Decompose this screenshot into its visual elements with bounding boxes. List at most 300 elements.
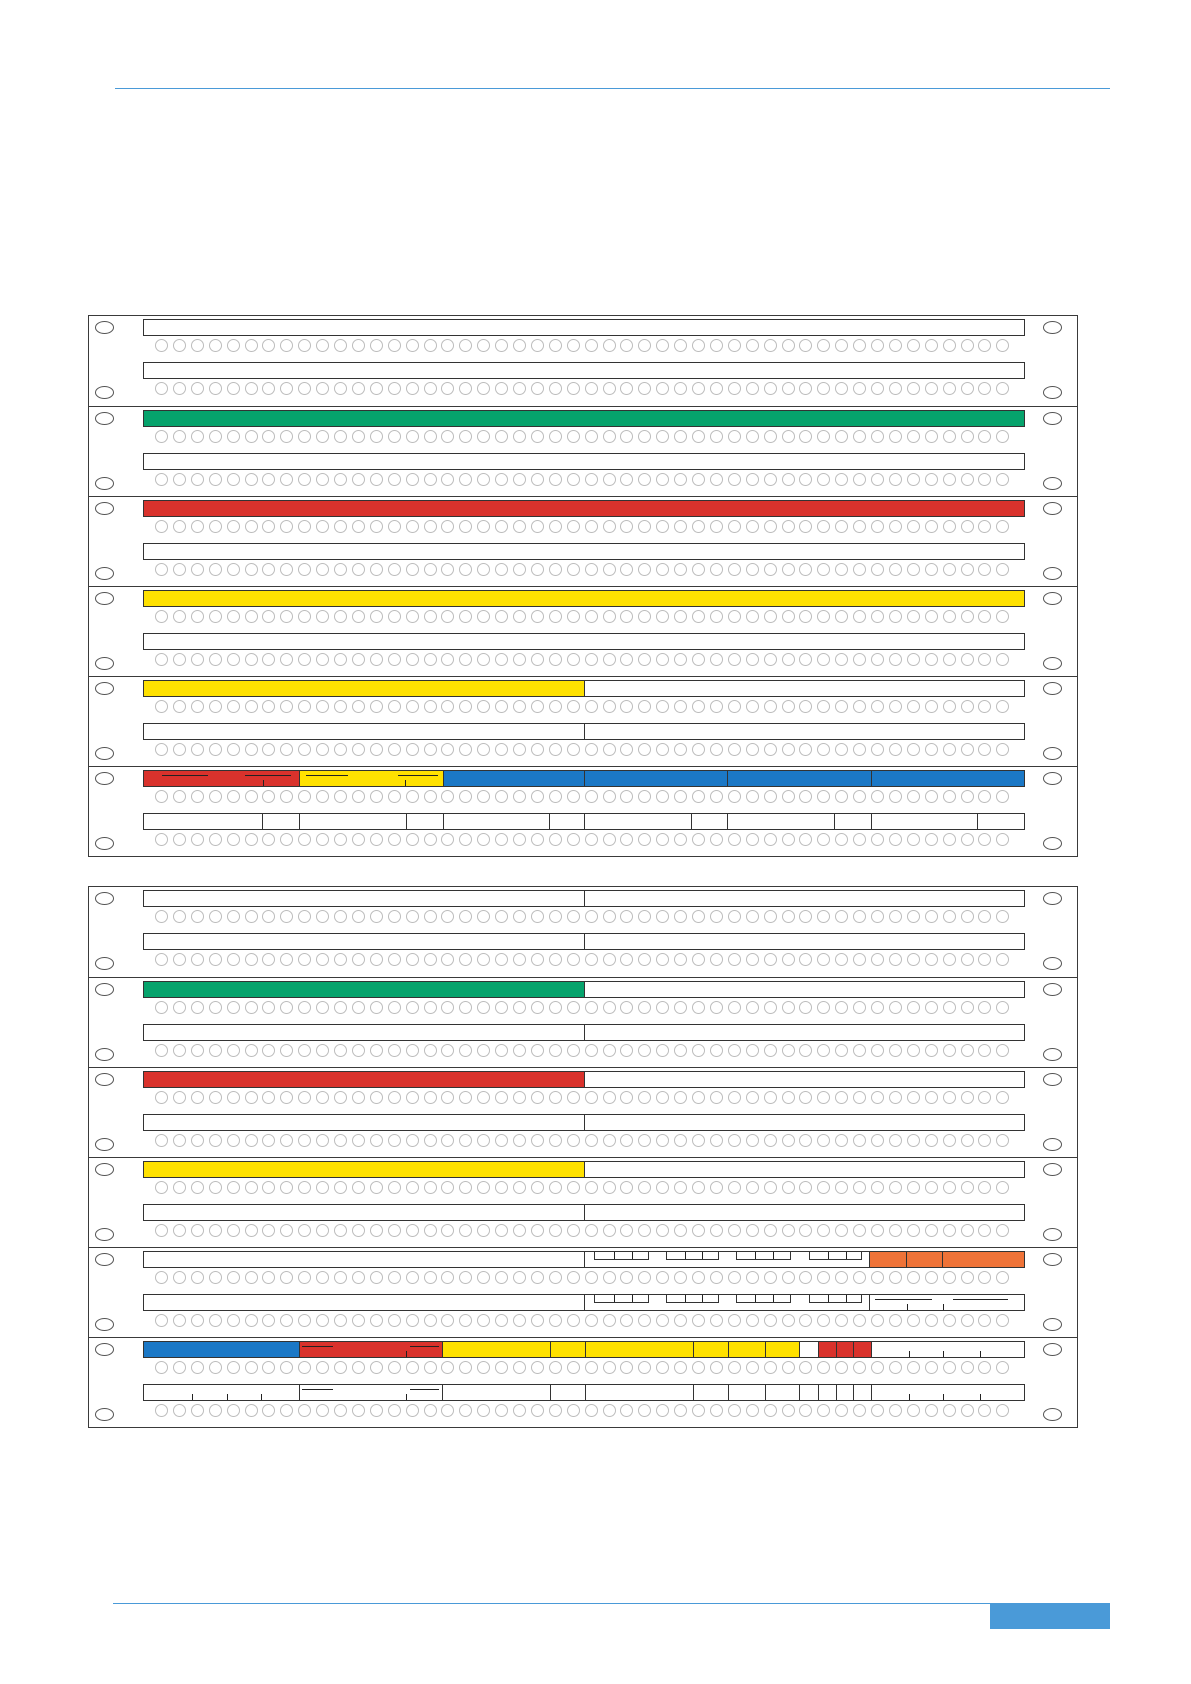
jack-socket: [728, 790, 741, 803]
jack-socket: [531, 1314, 544, 1327]
jack-socket: [406, 339, 419, 352]
jack-socket: [996, 1001, 1009, 1014]
jack-socket: [656, 339, 669, 352]
jack-socket: [620, 743, 633, 756]
jack-socket: [943, 382, 956, 395]
jack-socket: [835, 1314, 848, 1327]
jack-socket: [316, 833, 329, 846]
jack-socket: [245, 653, 258, 666]
jack-socket: [567, 700, 580, 713]
jack-socket: [996, 610, 1009, 623]
jack-socket: [352, 833, 365, 846]
jack-socket: [961, 653, 974, 666]
jack-socket: [728, 1314, 741, 1327]
jack-socket: [549, 339, 562, 352]
jack-socket: [262, 1314, 275, 1327]
jack-socket: [173, 743, 186, 756]
jack-socket: [603, 610, 616, 623]
jack-socket: [459, 953, 472, 966]
jack-socket: [370, 382, 383, 395]
jack-socket: [746, 910, 759, 923]
jack-socket: [585, 473, 598, 486]
jack-socket: [531, 610, 544, 623]
jack-socket: [280, 700, 293, 713]
jack-socket: [424, 520, 437, 533]
mounting-hole-icon: [1043, 1408, 1062, 1421]
mounting-hole-icon: [95, 412, 114, 425]
jack-socket: [996, 1044, 1009, 1057]
jack-socket: [835, 833, 848, 846]
jack-socket: [746, 1314, 759, 1327]
jack-socket: [782, 953, 795, 966]
jack-socket: [334, 743, 347, 756]
jack-socket: [585, 1361, 598, 1374]
jack-socket: [441, 563, 454, 576]
jack-socket: [853, 700, 866, 713]
jack-socket: [280, 1361, 293, 1374]
jack-socket: [245, 382, 258, 395]
jack-socket: [459, 833, 472, 846]
jack-socket: [764, 382, 777, 395]
jack-socket: [549, 520, 562, 533]
jack-socket: [316, 339, 329, 352]
jack-socket: [459, 563, 472, 576]
jack-socket: [620, 1044, 633, 1057]
jack-socket: [441, 1404, 454, 1417]
mounting-hole-icon: [95, 1318, 114, 1331]
jack-socket: [531, 430, 544, 443]
jack-socket: [459, 1181, 472, 1194]
label-segment: [800, 1385, 818, 1400]
jack-socket: [334, 1224, 347, 1237]
jack-socket: [746, 1271, 759, 1284]
jack-socket: [513, 910, 526, 923]
jack-socket: [889, 610, 902, 623]
jack-socket: [692, 1134, 705, 1147]
jack-socket: [155, 953, 168, 966]
jack-socket: [692, 953, 705, 966]
jack-socket: [513, 790, 526, 803]
jack-socket: [406, 700, 419, 713]
jack-socket: [889, 743, 902, 756]
divider-tick: [227, 1394, 228, 1400]
label-segment: [300, 771, 443, 786]
jack-socket: [728, 1134, 741, 1147]
jack-socket: [477, 473, 490, 486]
jack-socket: [764, 1361, 777, 1374]
jack-socket: [209, 1091, 222, 1104]
label-segment: [835, 814, 872, 829]
jack-socket: [441, 430, 454, 443]
jack-socket: [674, 910, 687, 923]
jack-socket: [692, 1001, 705, 1014]
jack-socket: [799, 1091, 812, 1104]
jack-socket: [388, 1314, 401, 1327]
jack-socket: [871, 1091, 884, 1104]
divider-tick: [685, 1295, 686, 1302]
jack-socket: [424, 1224, 437, 1237]
jack-socket: [334, 610, 347, 623]
jack-socket: [477, 1271, 490, 1284]
jack-socket: [746, 790, 759, 803]
upper-label-strip: [143, 890, 1025, 907]
jack-socket: [513, 1044, 526, 1057]
jack-socket: [280, 833, 293, 846]
jack-socket: [871, 520, 884, 533]
jack-socket: [280, 1134, 293, 1147]
jack-socket: [477, 1001, 490, 1014]
jack-socket: [638, 1224, 651, 1237]
jack-socket: [370, 743, 383, 756]
jack-socket: [370, 1001, 383, 1014]
label-segment: [872, 771, 1025, 786]
label-segment: [300, 1385, 443, 1400]
mounting-hole-icon: [95, 682, 114, 695]
jack-socket: [280, 339, 293, 352]
jack-socket: [889, 430, 902, 443]
jack-socket: [853, 653, 866, 666]
jack-socket: [585, 382, 598, 395]
jack-socket: [406, 1361, 419, 1374]
jack-socket: [441, 790, 454, 803]
jack-socket: [692, 1181, 705, 1194]
jack-socket: [889, 339, 902, 352]
jack-socket: [245, 1091, 258, 1104]
jack-socket: [495, 430, 508, 443]
label-segment: [144, 501, 1025, 516]
jack-socket: [173, 1044, 186, 1057]
jack-socket: [603, 1044, 616, 1057]
jack-socket: [620, 1181, 633, 1194]
jack-socket: [782, 833, 795, 846]
label-segment: [728, 771, 871, 786]
jack-socket: [603, 1134, 616, 1147]
label-segment: [694, 1385, 729, 1400]
jack-socket: [692, 430, 705, 443]
jack-socket: [799, 1361, 812, 1374]
jack-socket: [513, 1314, 526, 1327]
jack-socket: [710, 430, 723, 443]
jack-socket: [978, 1091, 991, 1104]
jack-socket: [155, 1181, 168, 1194]
jack-socket: [692, 610, 705, 623]
jack-socket: [262, 430, 275, 443]
jack-socket: [227, 1224, 240, 1237]
jack-socket: [459, 700, 472, 713]
jack-socket: [406, 610, 419, 623]
jack-socket: [674, 1044, 687, 1057]
jack-socket: [495, 473, 508, 486]
jack-socket: [209, 563, 222, 576]
jack-socket: [531, 653, 544, 666]
jack-socket: [298, 790, 311, 803]
lower-label-strip: [143, 933, 1025, 950]
jack-socket: [710, 1091, 723, 1104]
jack-socket: [710, 953, 723, 966]
jack-socket: [961, 1134, 974, 1147]
jack-socket: [227, 1181, 240, 1194]
jack-socket: [209, 1404, 222, 1417]
jack-socket: [656, 910, 669, 923]
jack-socket: [978, 1224, 991, 1237]
jack-socket: [352, 1001, 365, 1014]
divider-tick: [909, 1351, 910, 1357]
jack-socket: [656, 700, 669, 713]
jack-socket: [728, 610, 741, 623]
jack-socket: [710, 610, 723, 623]
jack-socket: [406, 953, 419, 966]
jack-socket: [728, 910, 741, 923]
jack-socket: [835, 653, 848, 666]
jack-socket: [925, 1181, 938, 1194]
jack-socket: [155, 743, 168, 756]
jack-socket: [567, 743, 580, 756]
jack-socket: [334, 520, 347, 533]
jack-socket: [567, 1001, 580, 1014]
jack-socket: [996, 790, 1009, 803]
jack-socket: [316, 610, 329, 623]
divider-tick: [980, 1351, 981, 1357]
underline-mark: [245, 775, 291, 776]
lower-label-strip: [143, 813, 1025, 830]
jack-socket: [746, 743, 759, 756]
jack-socket: [996, 1224, 1009, 1237]
jack-socket: [173, 953, 186, 966]
jack-socket: [925, 790, 938, 803]
header-rule: [115, 88, 1110, 89]
jack-socket: [835, 790, 848, 803]
jack-socket: [603, 520, 616, 533]
label-segment: [585, 1072, 1025, 1087]
jack-socket: [298, 700, 311, 713]
jack-socket: [853, 1181, 866, 1194]
jack-socket: [280, 1044, 293, 1057]
jack-socket: [835, 1134, 848, 1147]
jack-socket: [710, 339, 723, 352]
jack-socket: [155, 700, 168, 713]
jack-socket: [316, 1091, 329, 1104]
jack-socket: [746, 563, 759, 576]
jack-socket: [656, 473, 669, 486]
jack-socket: [370, 1271, 383, 1284]
jack-socket: [209, 953, 222, 966]
jack-socket: [513, 743, 526, 756]
jack-socket: [907, 430, 920, 443]
jack-socket: [817, 473, 830, 486]
jack-socket: [352, 1314, 365, 1327]
jack-socket: [996, 1314, 1009, 1327]
jack-socket: [996, 1361, 1009, 1374]
jack-socket: [943, 1134, 956, 1147]
jack-socket: [782, 910, 795, 923]
jack-socket: [853, 382, 866, 395]
jack-row: [155, 953, 1015, 967]
jack-socket: [298, 953, 311, 966]
jack-socket: [549, 1361, 562, 1374]
jack-socket: [871, 1224, 884, 1237]
jack-socket: [620, 1271, 633, 1284]
jack-socket: [656, 790, 669, 803]
jack-socket: [835, 563, 848, 576]
jack-socket: [656, 382, 669, 395]
divider-tick: [405, 780, 406, 786]
jack-socket: [817, 1091, 830, 1104]
jack-socket: [585, 833, 598, 846]
jack-socket: [710, 700, 723, 713]
jack-row: [155, 790, 1015, 804]
jack-socket: [441, 339, 454, 352]
jack-socket: [459, 1224, 472, 1237]
jack-socket: [227, 473, 240, 486]
jack-socket: [370, 1404, 383, 1417]
jack-socket: [907, 790, 920, 803]
upper-label-strip: [143, 680, 1025, 697]
jack-socket: [441, 1091, 454, 1104]
jack-socket: [853, 1134, 866, 1147]
jack-socket: [334, 953, 347, 966]
jack-socket: [191, 1134, 204, 1147]
jack-socket: [907, 563, 920, 576]
jack-socket: [262, 382, 275, 395]
jack-socket: [567, 430, 580, 443]
jack-socket: [155, 1271, 168, 1284]
jack-socket: [459, 653, 472, 666]
jack-socket: [549, 910, 562, 923]
divider-tick: [406, 1351, 407, 1357]
jack-socket: [406, 1404, 419, 1417]
jack-socket: [871, 430, 884, 443]
jack-socket: [191, 1091, 204, 1104]
jack-socket: [209, 700, 222, 713]
jack-socket: [280, 382, 293, 395]
jack-socket: [549, 1271, 562, 1284]
jack-socket: [531, 1134, 544, 1147]
jack-socket: [925, 1001, 938, 1014]
jack-socket: [603, 743, 616, 756]
jack-socket: [728, 520, 741, 533]
jack-socket: [459, 1314, 472, 1327]
jack-socket: [871, 1271, 884, 1284]
jack-socket: [424, 473, 437, 486]
jack-socket: [782, 1091, 795, 1104]
jack-socket: [245, 520, 258, 533]
jack-socket: [173, 1361, 186, 1374]
jack-socket: [603, 1314, 616, 1327]
jack-socket: [441, 1134, 454, 1147]
jack-socket: [907, 1134, 920, 1147]
jack-socket: [567, 1134, 580, 1147]
jack-socket: [424, 1314, 437, 1327]
jack-row: [155, 910, 1015, 924]
jack-socket: [853, 563, 866, 576]
jack-socket: [925, 653, 938, 666]
jack-socket: [943, 953, 956, 966]
jack-socket: [817, 953, 830, 966]
jack-socket: [871, 339, 884, 352]
jack-socket: [370, 1361, 383, 1374]
jack-socket: [638, 1361, 651, 1374]
jack-socket: [173, 1314, 186, 1327]
jack-socket: [782, 1361, 795, 1374]
jack-socket: [495, 1134, 508, 1147]
jack-socket: [298, 1314, 311, 1327]
mounting-hole-icon: [95, 1343, 114, 1356]
jack-socket: [298, 833, 311, 846]
jack-socket: [674, 1134, 687, 1147]
jack-socket: [298, 1224, 311, 1237]
jack-socket: [495, 1181, 508, 1194]
jack-socket: [406, 382, 419, 395]
lower-label-strip: [143, 453, 1025, 470]
sub-box: [736, 1252, 791, 1260]
jack-socket: [173, 430, 186, 443]
jack-socket: [424, 1181, 437, 1194]
jack-socket: [549, 473, 562, 486]
jack-socket: [996, 1181, 1009, 1194]
upper-label-strip: [143, 1071, 1025, 1088]
jack-socket: [298, 1044, 311, 1057]
label-segment: [872, 814, 979, 829]
jack-socket: [620, 1404, 633, 1417]
jack-socket: [370, 653, 383, 666]
jack-socket: [674, 473, 687, 486]
jack-socket: [567, 1404, 580, 1417]
jack-socket: [567, 833, 580, 846]
lower-label-strip: [143, 1114, 1025, 1131]
label-segment: [854, 1342, 872, 1357]
jack-row: [155, 339, 1015, 353]
jack-socket: [424, 1001, 437, 1014]
jack-socket: [978, 520, 991, 533]
jack-socket: [961, 1271, 974, 1284]
jack-socket: [513, 1134, 526, 1147]
mounting-hole-icon: [1043, 477, 1062, 490]
jack-socket: [531, 1181, 544, 1194]
jack-socket: [835, 473, 848, 486]
jack-socket: [316, 953, 329, 966]
jack-socket: [585, 700, 598, 713]
jack-socket: [477, 1361, 490, 1374]
jack-socket: [710, 1181, 723, 1194]
jack-socket: [728, 1001, 741, 1014]
label-segment: [870, 1295, 1025, 1310]
jack-socket: [477, 339, 490, 352]
jack-socket: [907, 953, 920, 966]
jack-socket: [585, 1001, 598, 1014]
jack-socket: [835, 1181, 848, 1194]
jack-socket: [961, 1224, 974, 1237]
jack-socket: [155, 790, 168, 803]
jack-socket: [978, 1361, 991, 1374]
label-segment: [854, 1385, 872, 1400]
jack-socket: [245, 1044, 258, 1057]
jack-socket: [799, 563, 812, 576]
jack-socket: [692, 563, 705, 576]
jack-socket: [459, 1134, 472, 1147]
patchbay-unit: [89, 1067, 1077, 1157]
jack-socket: [531, 382, 544, 395]
jack-socket: [155, 339, 168, 352]
mounting-hole-icon: [95, 1073, 114, 1086]
jack-socket: [567, 910, 580, 923]
jack-socket: [155, 653, 168, 666]
jack-socket: [513, 953, 526, 966]
jack-socket: [531, 833, 544, 846]
jack-socket: [925, 520, 938, 533]
jack-socket: [191, 1001, 204, 1014]
jack-socket: [638, 382, 651, 395]
jack-socket: [603, 1361, 616, 1374]
